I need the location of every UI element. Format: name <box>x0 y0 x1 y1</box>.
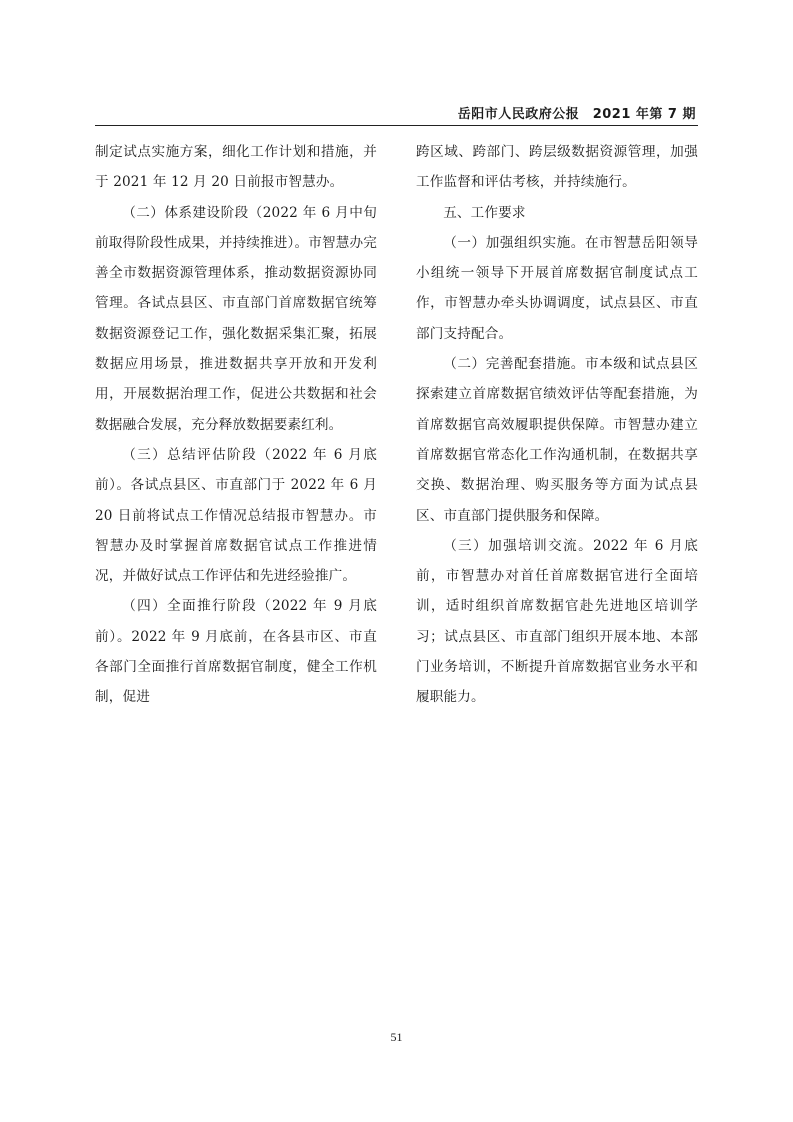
header-divider <box>95 125 698 126</box>
paragraph: （一）加强组织实施。在市智慧岳阳领导小组统一领导下开展首席数据官制度试点工作，市智慧办牵头协调调度，试点县区、市直部门支持配合。 <box>416 234 698 342</box>
right-column <box>416 137 698 713</box>
paragraph: 制定试点实施方案，细化工作计划和措施，并于 2021 年 12 月 20 日前报市智慧办。 <box>95 144 377 191</box>
left-column <box>95 137 377 713</box>
paragraph: （二）完善配套措施。市本级和试点县区探索建立首席数据官绩效评估等配套措施，为首席数据官高效履职提供保障。市智慧办建立首席数据官常态化工作沟通机制，在数据共享交换、数据治理、购买服务等方面为试点县区、市直部门提供服务和保障。 <box>416 356 698 524</box>
page-number: 51 <box>390 1030 403 1044</box>
paragraph: （四）全面推行阶段（2022 年 9 月底前）。2022 年 9 月底前，在各县市区、市直各部门全面推行首席数据官制度，健全工作机制，促进 <box>95 598 377 706</box>
paragraph: （三）总结评估阶段（2022 年 6 月底前）。各试点县区、市直部门于 2022 年 6 月 20 日前将试点工作情况总结报市智慧办。市智慧办及时掌握首席数据官试点工作推进情况，并做好试点工作评估和先进经验推广。 <box>95 446 377 585</box>
section-heading: 五、工作要求 <box>443 204 526 221</box>
paragraph: （三）加强培训交流。2022 年 6 月底前，市智慧办对首任首席数据官进行全面培训，适时组织首席数据官赴先进地区培训学习；试点县区、市直部门组织开展本地、本部门业务培训，不断提升首席数据官业务水平和履职能力。 <box>416 537 698 706</box>
paragraph: （二）体系建设阶段（2022 年 6 月中旬前取得阶段性成果，并持续推进）。市智慧办完善全市数据资源管理体系，推动数据资源协同管理。各试点县区、市直部门首席数据官统筹数据资源登记工作，强化数据采集汇聚，拓展数据应用场景，推进数据共享开放和开发利用，开展数据治理工作，促进公共数据和社会数据融合发展，充分释放数据要素红利。 <box>95 204 377 433</box>
journal-header: 岳阳市人民政府公报 2021 年第 7 期 <box>457 107 696 122</box>
paragraph: 跨区域、跨部门、跨层级数据资源管理，加强工作监督和评估考核，并持续施行。 <box>416 144 698 191</box>
